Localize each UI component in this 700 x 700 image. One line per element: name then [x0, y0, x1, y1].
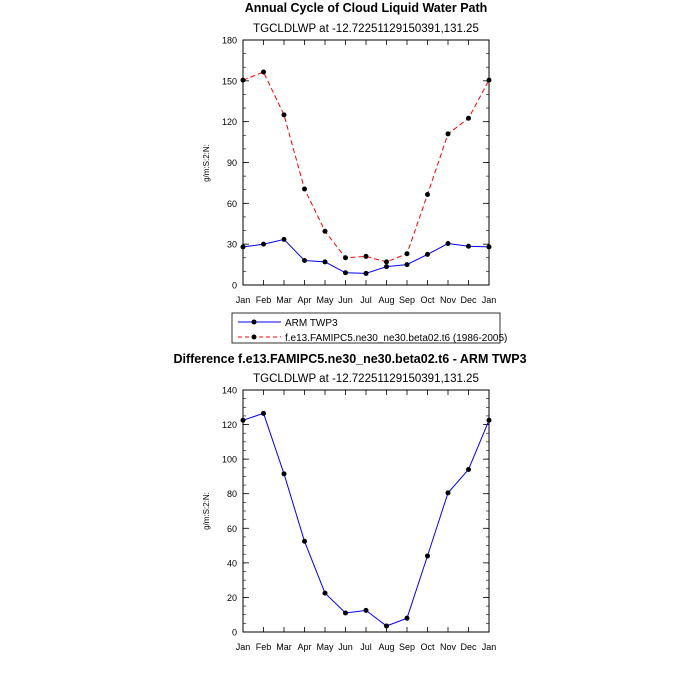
data-point — [343, 270, 348, 275]
x-tick-label: Mar — [276, 642, 292, 652]
data-point — [364, 271, 369, 276]
legend-label-arm: ARM TWP3 — [285, 318, 338, 329]
data-point — [425, 192, 430, 197]
data-point — [261, 411, 266, 416]
data-point — [282, 112, 287, 117]
chart2-axes — [222, 386, 496, 653]
y-tick-label: 60 — [226, 523, 237, 534]
x-tick-label: Jan — [481, 295, 497, 305]
data-point — [425, 553, 430, 558]
data-point — [241, 244, 246, 249]
chart2-title: Difference f.e13.FAMIPC5.ne30_ne30.beta02.t6 - ARM TWP3 — [173, 352, 527, 366]
y-tick-label: 0 — [231, 280, 237, 291]
x-tick-label: Aug — [378, 642, 395, 652]
chart1-series — [241, 69, 492, 275]
data-point — [261, 69, 266, 74]
data-point — [302, 258, 307, 263]
data-point — [282, 237, 287, 242]
data-point — [384, 623, 389, 628]
chart1-subtitle: TGCLDLWP at -12.72251129150391,131.25 — [253, 23, 479, 35]
chart1-title: Annual Cycle of Cloud Liquid Water Path — [244, 1, 488, 15]
y-tick-label: 20 — [226, 592, 237, 603]
chart2-ylabel: g/m:S:2:N: — [202, 492, 211, 530]
data-point — [323, 229, 328, 234]
chart1-plot-frame — [243, 40, 489, 285]
chart2-plot-frame — [243, 390, 489, 632]
data-point — [487, 418, 492, 423]
data-point — [487, 244, 492, 249]
data-point — [323, 259, 328, 264]
data-point — [466, 244, 471, 249]
y-tick-label: 40 — [226, 558, 237, 569]
series-line-0 — [243, 413, 489, 626]
x-tick-label: Jun — [338, 295, 353, 305]
legend-marker-arm — [252, 320, 257, 325]
data-point — [364, 608, 369, 613]
difference-chart — [173, 352, 526, 652]
data-point — [364, 254, 369, 259]
x-tick-label: Oct — [420, 642, 435, 652]
x-tick-label: Nov — [439, 295, 457, 305]
legend-marker-model — [252, 335, 257, 340]
data-point — [384, 259, 389, 264]
chart2-series — [241, 411, 492, 629]
x-tick-label: May — [316, 295, 334, 305]
y-tick-label: 100 — [221, 454, 237, 465]
data-point — [343, 255, 348, 260]
data-point — [343, 610, 348, 615]
x-tick-label: May — [316, 642, 334, 652]
x-tick-label: Nov — [439, 642, 457, 652]
x-tick-label: Jun — [338, 642, 353, 652]
data-point — [241, 78, 246, 83]
data-point — [466, 116, 471, 121]
annual-cycle-chart — [202, 1, 496, 305]
x-tick-label: Jan — [235, 642, 251, 652]
chart2-subtitle: TGCLDLWP at -12.72251129150391,131.25 — [253, 373, 479, 385]
chart1-axes — [222, 36, 496, 306]
x-tick-label: Feb — [255, 642, 272, 652]
data-point — [302, 187, 307, 192]
data-point — [405, 616, 410, 621]
x-tick-label: Sep — [398, 642, 416, 652]
x-tick-label: Mar — [276, 295, 292, 305]
chart1-legend — [232, 313, 507, 344]
data-point — [487, 78, 492, 83]
y-tick-label: 30 — [226, 239, 237, 250]
x-tick-label: Feb — [255, 295, 272, 305]
data-point — [323, 591, 328, 596]
y-tick-label: 150 — [221, 76, 237, 87]
y-tick-label: 0 — [231, 627, 237, 638]
x-tick-label: Sep — [398, 295, 416, 305]
x-tick-label: Jan — [481, 642, 497, 652]
data-point — [466, 467, 471, 472]
x-tick-label: Oct — [420, 295, 435, 305]
x-tick-label: Jan — [235, 295, 251, 305]
data-point — [446, 241, 451, 246]
x-tick-label: Dec — [460, 295, 477, 305]
x-tick-label: Aug — [378, 295, 395, 305]
data-point — [425, 252, 430, 257]
data-point — [241, 418, 246, 423]
data-point — [302, 539, 307, 544]
data-point — [282, 471, 287, 476]
data-point — [405, 262, 410, 267]
data-point — [261, 242, 266, 247]
data-point — [446, 490, 451, 495]
y-tick-label: 180 — [221, 35, 237, 46]
x-tick-label: Jul — [360, 295, 372, 305]
data-point — [405, 251, 410, 256]
data-point — [446, 131, 451, 136]
x-tick-label: Dec — [460, 642, 477, 652]
x-tick-label: Jul — [360, 642, 372, 652]
x-tick-label: Apr — [297, 642, 312, 652]
y-tick-label: 60 — [226, 198, 237, 209]
y-tick-label: 120 — [221, 420, 237, 431]
x-tick-label: Apr — [297, 295, 312, 305]
y-tick-label: 120 — [221, 117, 237, 128]
series-line-1 — [243, 72, 489, 262]
data-point — [384, 264, 389, 269]
y-tick-label: 140 — [221, 385, 237, 396]
y-tick-label: 90 — [226, 158, 237, 168]
legend-label-model: f.e13.FAMIPC5.ne30_ne30.beta02.t6 (1986-2005) — [285, 333, 508, 344]
y-tick-label: 80 — [226, 489, 237, 500]
chart1-ylabel: g/m:S:2:N: — [202, 144, 211, 182]
